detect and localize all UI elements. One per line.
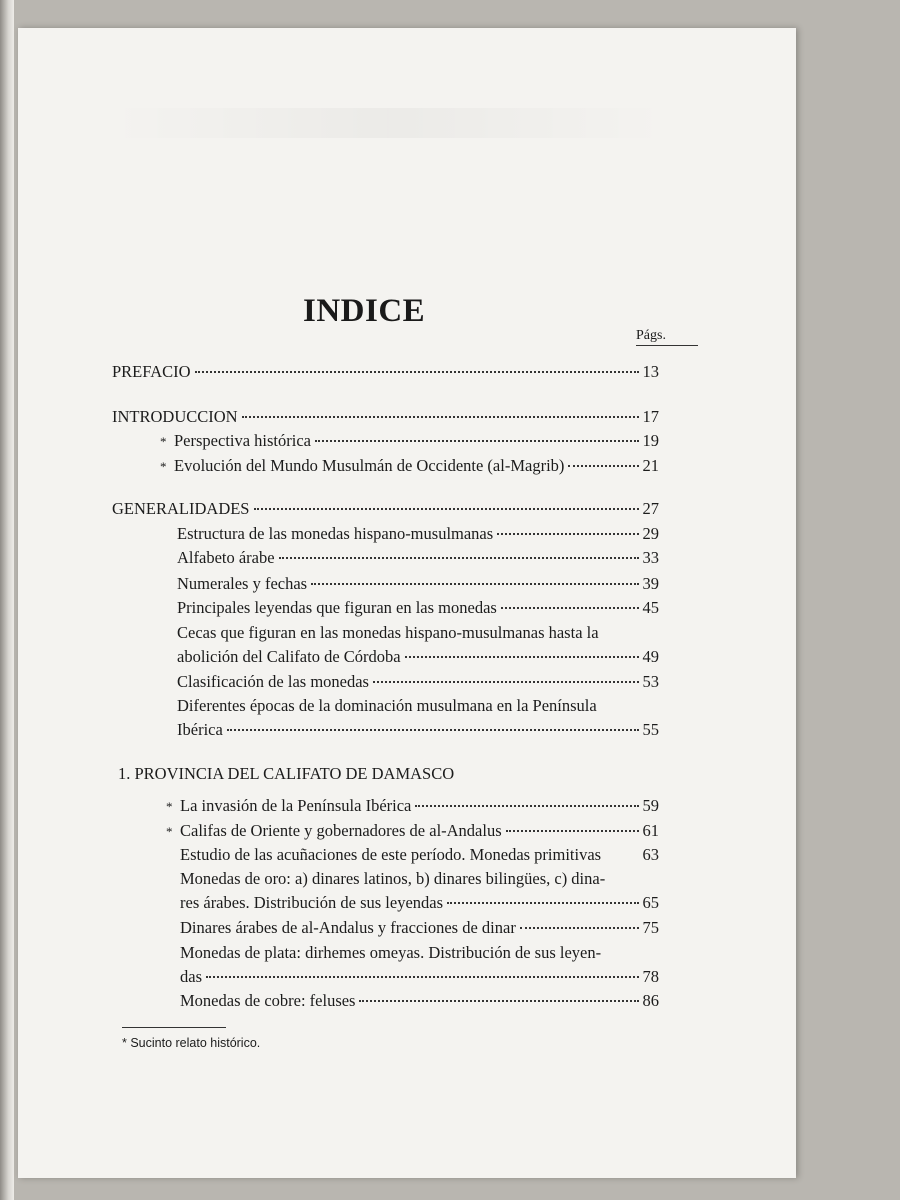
toc-entry-text: abolición del Califato de Córdoba — [177, 647, 401, 666]
dot-leader — [206, 976, 639, 978]
dot-leader — [447, 902, 638, 904]
toc-entry-text: INTRODUCCION — [112, 407, 238, 426]
toc-entry-text: Principales leyendas que figuran en las monedas — [177, 598, 497, 617]
toc-entry-cobre — [180, 990, 659, 1012]
toc-entry-introduccion — [112, 406, 659, 428]
dot-leader — [415, 805, 638, 807]
toc-entry-text: Estructura de las monedas hispano-musulmanas — [177, 524, 494, 543]
toc-entry-oro — [180, 892, 659, 914]
toc-entry-text: das — [180, 967, 202, 986]
toc-entry-text: La invasión de la Península Ibérica — [180, 796, 412, 815]
toc-entry-cecas-line1: Cecas que figuran en las monedas hispano-musulmanas hasta la — [177, 623, 599, 642]
dot-leader — [195, 371, 639, 373]
dot-leader — [373, 681, 639, 683]
footnote-marker: * — [166, 824, 173, 839]
dot-leader — [242, 416, 639, 418]
toc-entry-estructura — [177, 523, 659, 545]
toc-page-number: 53 — [642, 672, 659, 691]
dot-leader — [279, 557, 639, 559]
toc-entry-evolucion — [160, 455, 659, 478]
toc-entry-text: Evolución del Mundo Musulmán de Occidente (al-Magrib) — [174, 456, 565, 475]
footnote-marker: * — [166, 799, 173, 814]
toc-entry-invasion — [166, 795, 659, 818]
toc-entry-text: Alfabeto árabe — [177, 548, 275, 567]
dot-leader — [254, 508, 639, 510]
toc-page-number: 39 — [642, 574, 659, 593]
toc-entry-oro-line1: Monedas de oro: a) dinares latinos, b) dinares bilingües, c) dina- — [180, 869, 606, 888]
toc-entry-text: Ibérica — [177, 720, 223, 739]
toc-page-number: 63 — [642, 845, 659, 864]
toc-entry-cecas — [177, 646, 659, 668]
toc-page-number: 13 — [642, 362, 659, 381]
toc-entry-generalidades — [112, 498, 659, 520]
toc-entry-numerales — [177, 573, 659, 595]
toc-entry-text: Dinares árabes de al-Andalus y fracciones de dinar — [180, 918, 516, 937]
toc-entry-alfabeto — [177, 547, 659, 569]
toc-page-number: 86 — [642, 991, 659, 1010]
toc-page-number: 29 — [642, 524, 659, 543]
toc-page-number: 33 — [642, 548, 659, 567]
toc-entry-principales — [177, 597, 659, 619]
toc-page-number: 45 — [642, 598, 659, 617]
toc-entry-epocas-line1: Diferentes épocas de la dominación musulmana en la Península — [177, 696, 597, 715]
footnote-marker: * — [160, 434, 167, 449]
toc-entry-text: Perspectiva histórica — [174, 431, 311, 450]
dot-leader — [227, 729, 639, 731]
dot-leader — [501, 607, 639, 609]
dot-leader — [359, 1000, 638, 1002]
page-title: INDICE — [303, 293, 426, 329]
toc-entry-text: Clasificación de las monedas — [177, 672, 369, 691]
toc-page-number: 65 — [642, 893, 659, 912]
dot-leader — [311, 583, 638, 585]
pages-column-label: Págs. — [636, 328, 698, 346]
toc-entry-text: Estudio de las acuñaciones de este período. Monedas primitivas — [180, 845, 602, 864]
toc-entry-califas — [166, 820, 659, 843]
toc-entry-text: GENERALIDADES — [112, 499, 250, 518]
toc-entry-epocas — [177, 719, 659, 741]
toc-entry-text: Numerales y fechas — [177, 574, 308, 593]
dot-leader — [506, 830, 639, 832]
toc-entry-plata-line1: Monedas de plata: dirhemes omeyas. Distribución de sus leyen- — [180, 943, 602, 962]
toc-page-number: 21 — [642, 456, 659, 475]
footnote-marker: * — [160, 459, 167, 474]
adjacent-page-edge — [0, 0, 14, 1200]
toc-page-number: 75 — [642, 918, 659, 937]
toc-entry-text: Califas de Oriente y gobernadores de al-Andalus — [180, 821, 502, 840]
toc-entry-estudio — [180, 844, 659, 866]
book-page — [18, 28, 796, 1178]
toc-entry-clasificacion — [177, 671, 659, 693]
toc-entry-perspectiva — [160, 430, 659, 453]
footnote-rule — [122, 1027, 226, 1028]
toc-entry-text: res árabes. Distribución de sus leyendas — [180, 893, 444, 912]
toc-entry-prefacio — [112, 361, 659, 383]
dot-leader — [497, 533, 638, 535]
section-heading-provincia: 1. PROVINCIA DEL CALIFATO DE DAMASCO — [118, 764, 455, 783]
toc-entry-dinares — [180, 917, 659, 939]
footnote: * Sucinto relato histórico. — [122, 1036, 261, 1050]
toc-page-number: 49 — [642, 647, 659, 666]
show-through-shading — [108, 108, 668, 138]
toc-page-number: 55 — [642, 720, 659, 739]
dot-leader — [315, 440, 639, 442]
toc-entry-text: Monedas de cobre: feluses — [180, 991, 356, 1010]
toc-page-number: 78 — [642, 967, 659, 986]
toc-page-number: 27 — [642, 499, 659, 518]
toc-entry-plata — [180, 966, 659, 988]
dot-leader — [568, 465, 638, 467]
toc-page-number: 61 — [642, 821, 659, 840]
toc-page-number: 17 — [642, 407, 659, 426]
dot-leader — [405, 656, 639, 658]
toc-page-number: 59 — [642, 796, 659, 815]
toc-page-number: 19 — [642, 431, 659, 450]
toc-entry-text: PREFACIO — [112, 362, 191, 381]
dot-leader — [520, 927, 639, 929]
